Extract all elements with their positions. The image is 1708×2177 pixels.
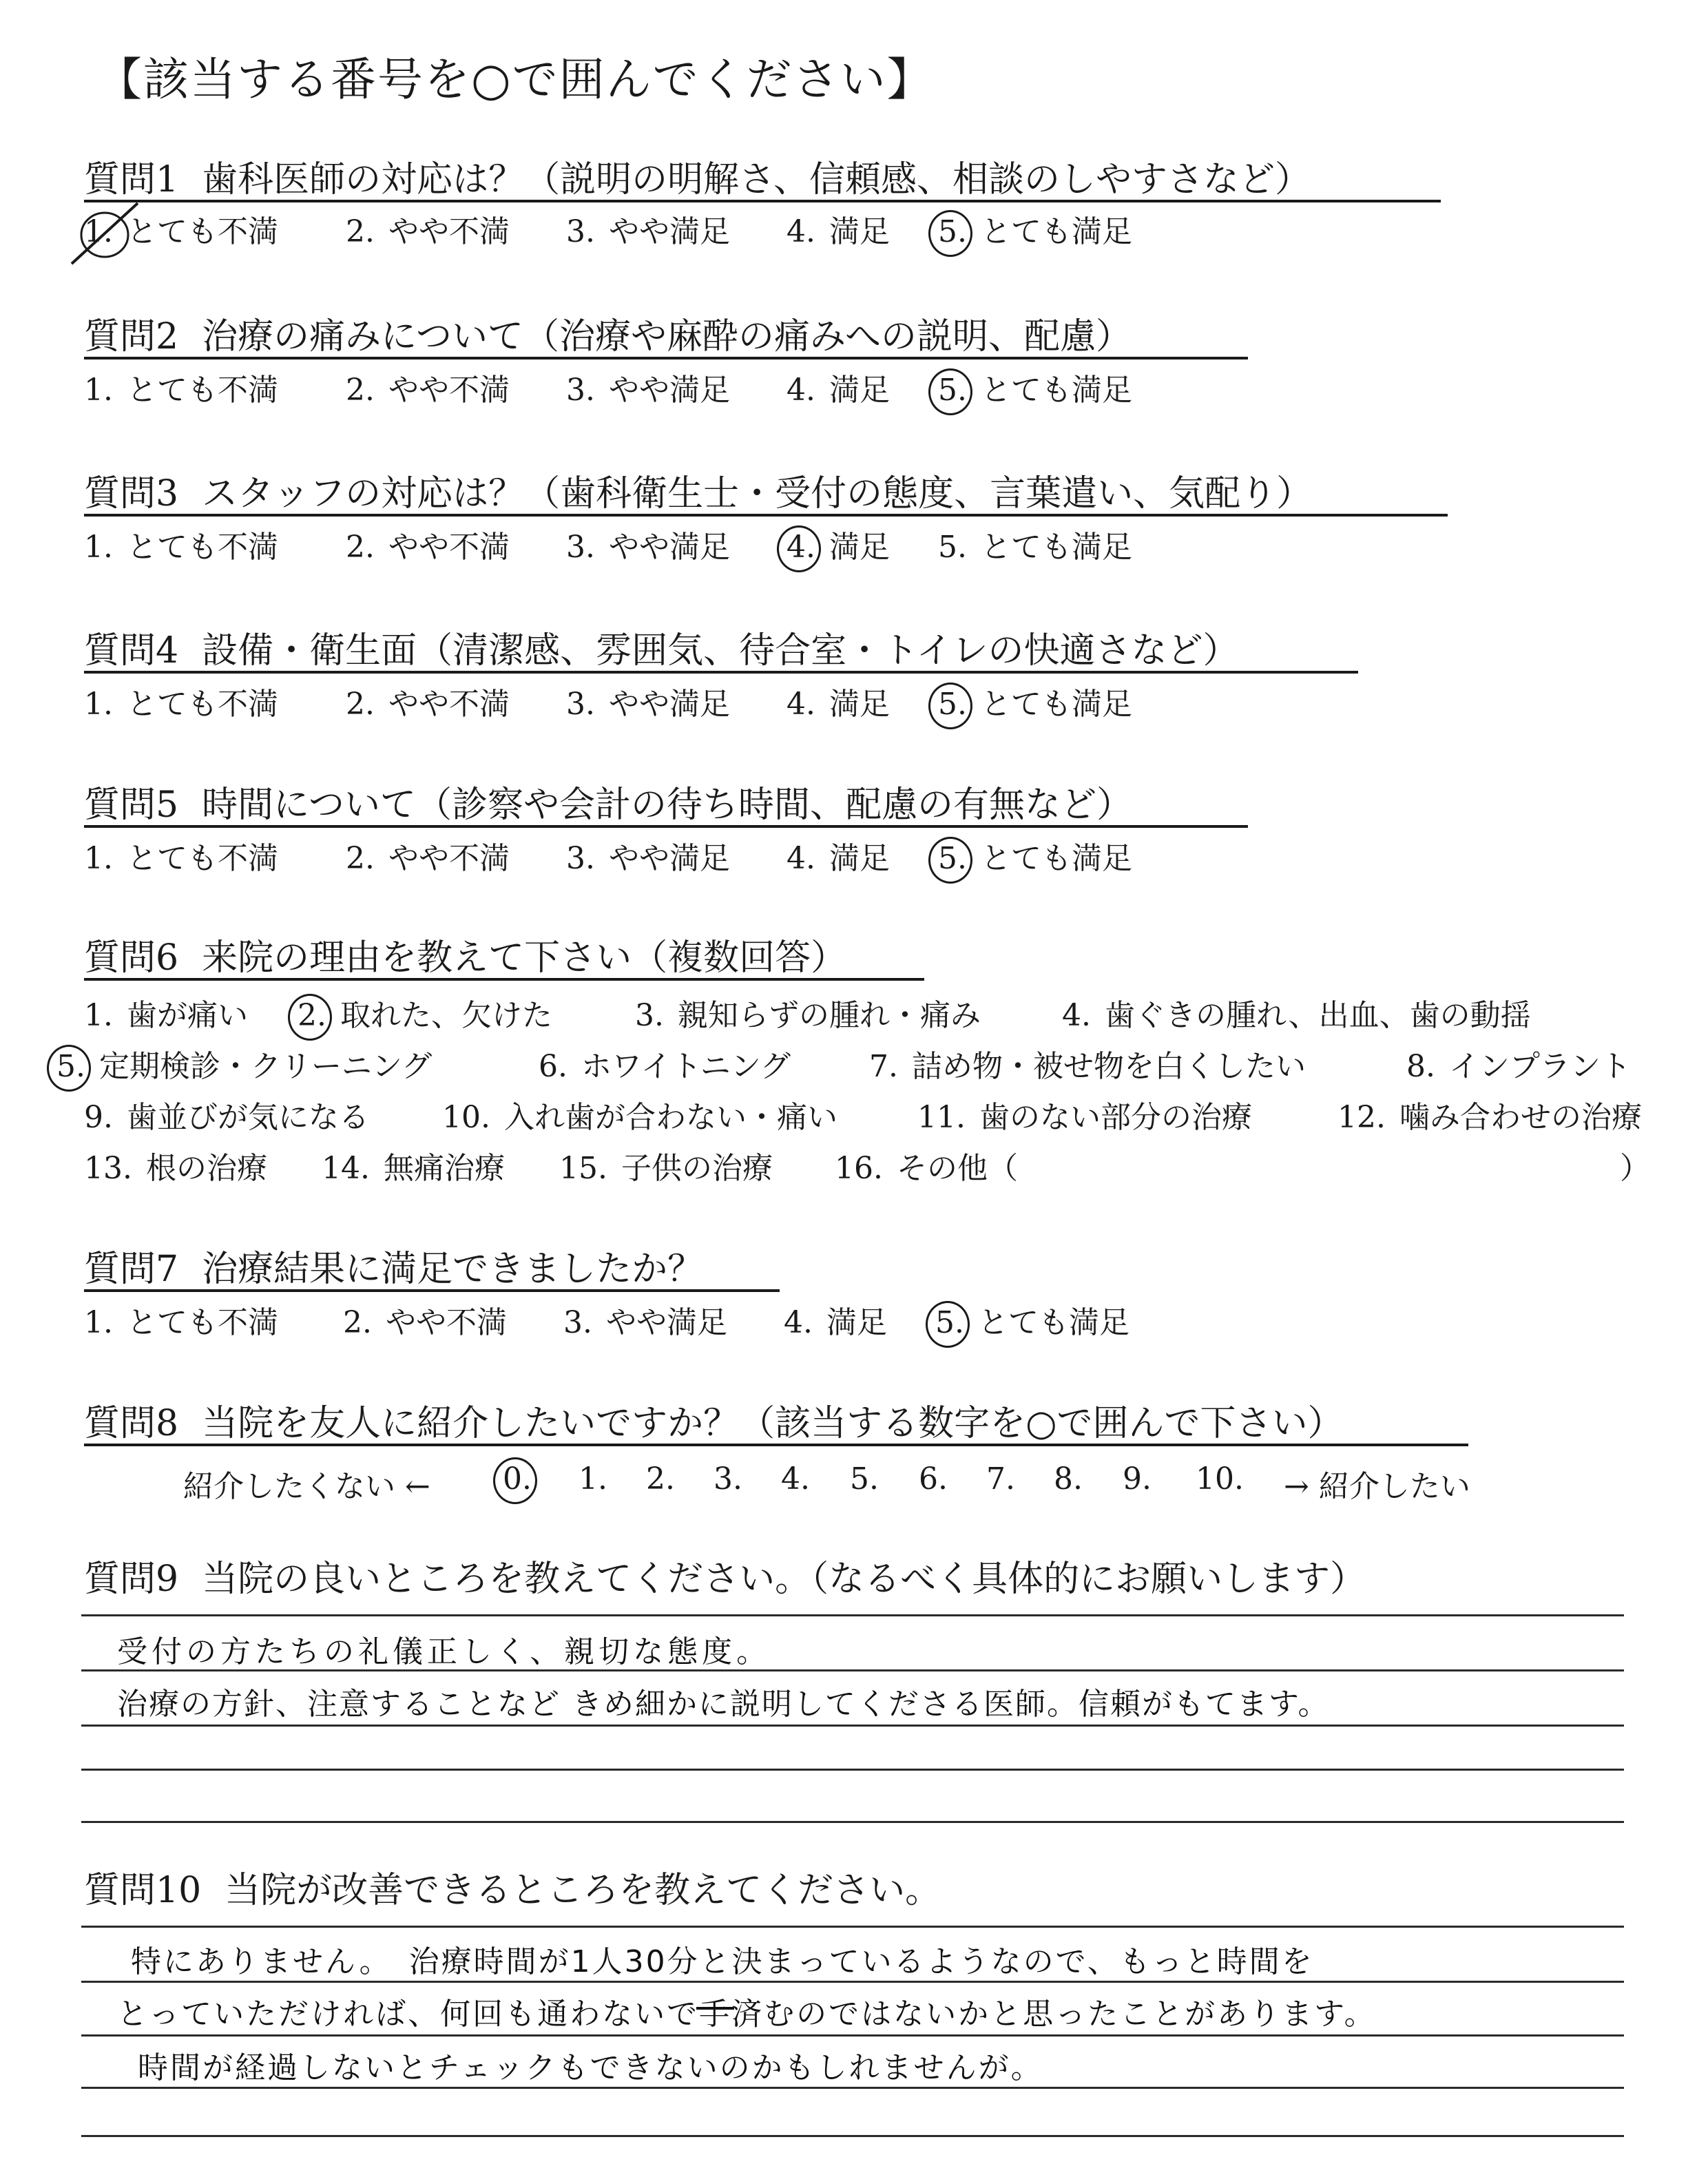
question-number: 質問9 <box>84 1559 179 1600</box>
q4-option-1[interactable]: 1. とても不満 <box>84 687 278 722</box>
answer-line <box>81 2135 1624 2137</box>
q7-options <box>84 1298 1680 1346</box>
question-text: 当院が改善できるところを教えてください。 <box>225 1870 941 1911</box>
q1-option-2[interactable]: 2. やや不満 <box>346 214 510 249</box>
answer-line <box>81 1769 1624 1771</box>
question-underline <box>84 357 1248 360</box>
q8-value-5[interactable]: 5. <box>850 1461 879 1497</box>
q5-option-1[interactable]: 1. とても不満 <box>84 841 278 876</box>
question-text: 来院の理由を教えて下さい（複数回答） <box>202 937 847 979</box>
q2-option-2[interactable]: 2. やや不満 <box>346 373 510 408</box>
question-5-heading <box>84 775 1132 827</box>
q3-options <box>84 522 1680 570</box>
question-underline <box>84 1289 780 1292</box>
q8-value-2[interactable]: 2. <box>646 1461 675 1497</box>
question-6-heading <box>84 928 846 980</box>
question-text: 治療の痛みについて（治療や麻酔の痛みへの説明、配慮） <box>202 316 1132 357</box>
q8-value-6[interactable]: 6. <box>919 1461 948 1497</box>
question-text: 当院を友人に紹介したいですか？（該当する数字を○で囲んで下さい） <box>202 1403 1344 1444</box>
q6-option-14[interactable]: 14. 無痛治療 <box>322 1151 505 1186</box>
q5-option-3[interactable]: 3. やや満足 <box>566 841 730 876</box>
q6-options-row-2 <box>56 1041 1680 1090</box>
q6-option-1[interactable]: 1. 歯が痛い <box>84 998 248 1033</box>
q3-option-5[interactable]: 5. とても満足 <box>938 530 1132 565</box>
q3-option-1[interactable]: 1. とても不満 <box>84 530 278 565</box>
question-underline <box>84 671 1358 674</box>
question-underline <box>84 200 1441 202</box>
circle-mark-icon <box>928 683 972 729</box>
q7-option-3[interactable]: 3. やや満足 <box>563 1305 727 1340</box>
q8-value-3[interactable]: 3. <box>714 1461 742 1497</box>
question-number: 質問5 <box>84 784 179 826</box>
q4-option-2[interactable]: 2. やや不満 <box>346 687 510 722</box>
question-8-heading <box>84 1394 1343 1446</box>
question-number: 質問1 <box>84 159 179 200</box>
q6-option-15[interactable]: 15. 子供の治療 <box>559 1151 773 1186</box>
q2-option-5[interactable]: 5. とても満足 <box>938 365 1132 409</box>
question-number: 質問7 <box>84 1249 179 1290</box>
q5-option-2[interactable]: 2. やや不満 <box>346 841 510 876</box>
answer-line <box>81 1725 1624 1727</box>
q3-option-4[interactable]: 4. 満足 <box>787 522 890 566</box>
q7-option-4[interactable]: 4. 満足 <box>784 1305 887 1340</box>
q8-scale <box>0 1461 1708 1510</box>
q2-option-4[interactable]: 4. 満足 <box>787 373 890 408</box>
question-10-heading <box>84 1861 941 1913</box>
q2-options <box>84 365 1680 413</box>
answer-line <box>81 2087 1624 2089</box>
question-underline <box>84 978 924 981</box>
q6-option-6[interactable]: 6. ホワイトニング <box>539 1049 791 1084</box>
page-title: 【該当する番号を○で囲んでください】 <box>96 53 934 106</box>
question-text: 歯科医師の対応は？（説明の明解さ、信頼感、相談のしやすさなど） <box>202 159 1311 200</box>
q6-option-12[interactable]: 12. 噛み合わせの治療 <box>1337 1100 1642 1135</box>
q6-options-row-3 <box>84 1092 1680 1140</box>
question-number: 質問6 <box>84 937 179 979</box>
question-number: 質問3 <box>84 473 179 514</box>
q4-option-5[interactable]: 5. とても満足 <box>938 679 1132 723</box>
answer-line <box>81 1981 1624 1983</box>
q4-options <box>84 679 1680 727</box>
question-text: スタッフの対応は？（歯科衛生士・受付の態度、言葉遣い、気配り） <box>202 473 1313 514</box>
q6-option-5[interactable]: 5. 定期検診・クリーニング <box>56 1041 432 1085</box>
answer-line <box>81 1926 1624 1928</box>
q10-answer-line-3[interactable]: 時間が経過しないとチェックもできないのかもしれませんが。 <box>138 2050 1043 2085</box>
q6-option-3[interactable]: 3. 親知らずの腫れ・痛み <box>635 998 981 1033</box>
q9-answer-line-1[interactable]: 受付の方たちの礼儀正しく、親切な態度。 <box>117 1634 771 1669</box>
question-number: 質問2 <box>84 316 179 357</box>
q8-value-8[interactable]: 8. <box>1054 1461 1083 1497</box>
q8-value-7[interactable]: 7. <box>986 1461 1015 1497</box>
answer-line <box>81 1614 1624 1616</box>
question-text: 治療結果に満足できましたか？ <box>202 1249 704 1290</box>
answer-line <box>81 1821 1624 1823</box>
q6-option-11[interactable]: 11. 歯のない部分の治療 <box>917 1100 1252 1135</box>
q1-option-1[interactable]: 1. とても不満 <box>84 207 278 251</box>
q8-value-4[interactable]: 4. <box>781 1461 810 1497</box>
q6-option-13[interactable]: 13. 根の治療 <box>84 1151 267 1186</box>
answer-line <box>81 2034 1624 2037</box>
question-text: 当院の良いところを教えてください。（なるべく具体的にお願いします） <box>202 1559 1366 1600</box>
circle-mark-icon <box>493 1457 537 1504</box>
question-1-heading <box>84 150 1311 202</box>
question-number: 質問4 <box>84 630 179 671</box>
q8-value-10[interactable]: 10. <box>1196 1461 1244 1497</box>
q5-options <box>84 833 1680 882</box>
q3-option-3[interactable]: 3. やや満足 <box>566 530 730 565</box>
q10-answer-line-1[interactable]: 特にありません。 治療時間が1人30分と決まっているようなので、もっと時間を <box>131 1944 1314 1979</box>
struck-character: 手 <box>699 1989 731 2033</box>
cross-mark-icon <box>66 199 142 268</box>
q2-option-3[interactable]: 3. やや満足 <box>566 373 730 408</box>
q3-option-2[interactable]: 2. やや不満 <box>346 530 510 565</box>
q1-option-5[interactable]: 5. とても満足 <box>938 207 1132 251</box>
q6-options-row-1 <box>84 990 1680 1039</box>
q5-option-5[interactable]: 5. とても満足 <box>938 833 1132 877</box>
q6-option-7[interactable]: 7. 詰め物・被せ物を白くしたい <box>869 1049 1306 1084</box>
q5-option-4[interactable]: 4. 満足 <box>787 841 890 876</box>
q6-option-9[interactable]: 9. 歯並びが気になる <box>84 1100 369 1135</box>
circle-mark-icon <box>47 1045 91 1092</box>
question-2-heading <box>84 307 1132 359</box>
question-underline <box>84 825 1248 828</box>
q8-left-label: 紹介したくない ← <box>183 1469 430 1504</box>
q8-value-1[interactable]: 1. <box>579 1461 607 1497</box>
q6-option-4[interactable]: 4. 歯ぐきの腫れ、出血、歯の動揺 <box>1062 998 1531 1033</box>
circle-mark-icon <box>928 837 972 884</box>
question-underline <box>84 514 1448 517</box>
circle-mark-icon <box>288 994 332 1041</box>
q1-option-4[interactable]: 4. 満足 <box>787 214 890 249</box>
q6-options-row-4 <box>84 1143 1680 1191</box>
question-underline <box>84 1444 1468 1446</box>
question-4-heading <box>84 621 1239 673</box>
circle-mark-icon <box>926 1301 970 1348</box>
circle-mark-icon <box>928 210 972 257</box>
q6-option-16[interactable]: 16. その他（ <box>835 1151 1018 1186</box>
q1-options <box>84 207 1680 255</box>
q9-answer-line-2[interactable]: 治療の方針、注意することなど きめ細かに説明してくださる医師。信頼がもてます。 <box>117 1687 1330 1722</box>
question-number: 質問8 <box>84 1403 179 1444</box>
q7-option-1[interactable]: 1. とても不満 <box>84 1305 278 1340</box>
q6-option-2[interactable]: 2. 取れた、欠けた <box>298 990 552 1034</box>
q1-option-3[interactable]: 3. やや満足 <box>566 214 730 249</box>
q6-other-close-paren: ） <box>1620 1151 1650 1186</box>
q6-option-8[interactable]: 8. インプラント <box>1406 1049 1631 1084</box>
q8-right-label: → 紹介したい <box>1284 1469 1470 1504</box>
q4-option-3[interactable]: 3. やや満足 <box>566 687 730 722</box>
question-3-heading <box>84 464 1312 516</box>
question-text: 設備・衛生面（清潔感、雰囲気、待合室・トイレの快適さなど） <box>202 630 1239 671</box>
question-number: 質問10 <box>84 1870 202 1911</box>
q8-value-9[interactable]: 9. <box>1123 1461 1152 1497</box>
q8-value-0[interactable]: 0. <box>503 1461 532 1497</box>
question-9-heading <box>84 1550 1366 1601</box>
q7-option-2[interactable]: 2. やや不満 <box>343 1305 507 1340</box>
q6-option-10[interactable]: 10. 入れ歯が合わない・痛い <box>442 1100 837 1135</box>
question-7-heading <box>84 1240 703 1291</box>
q2-option-1[interactable]: 1. とても不満 <box>84 373 278 408</box>
q7-option-5[interactable]: 5. とても満足 <box>935 1298 1129 1342</box>
question-text: 時間について（診察や会計の待ち時間、配慮の有無など） <box>202 784 1133 826</box>
q4-option-4[interactable]: 4. 満足 <box>787 687 890 722</box>
q10-answer-line-2[interactable]: とっていただければ、何回も通わないで手 済むのではないかと思ったことがあります。 <box>117 1989 1377 2033</box>
circle-mark-icon <box>928 368 972 415</box>
circle-mark-icon <box>777 525 821 572</box>
